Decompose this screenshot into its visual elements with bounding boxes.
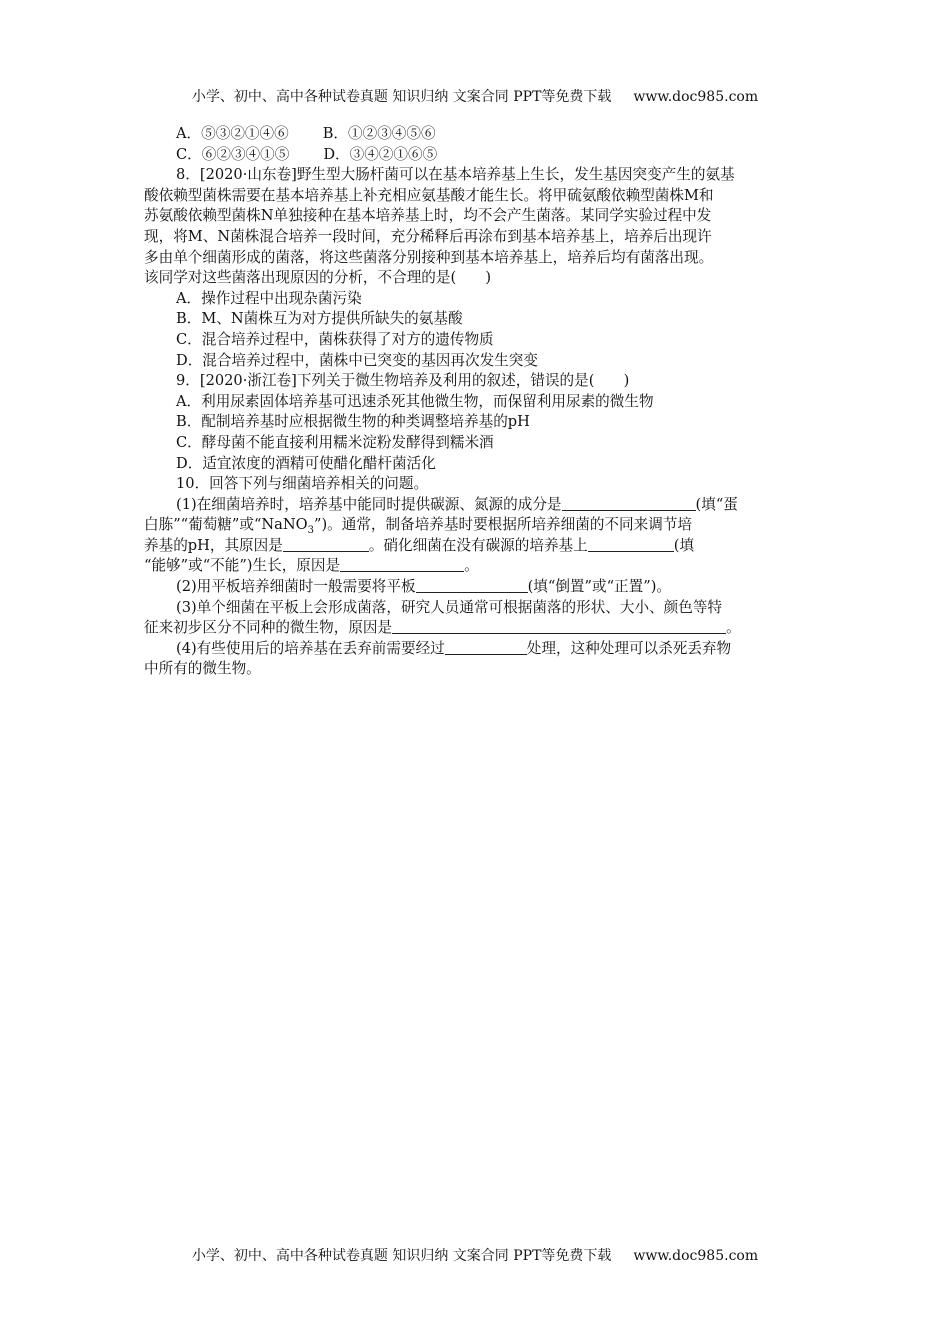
q9-option-a: A．利用尿素固体培养基可迅速杀死其他微生物，而保留利用尿素的微生物	[176, 392, 654, 410]
q7-options-row-1	[144, 124, 809, 145]
q9-option-b: B．配制培养基时应根据微生物的种类调整培养基的pH	[176, 413, 530, 431]
answer-blank	[588, 536, 674, 552]
q7-option-b: B．①②③④⑤⑥	[322, 125, 436, 142]
answer-blank	[416, 577, 528, 593]
q8-stem-line: 苏氨酸依赖型菌株N单独接种在基本培养基上时，均不会产生菌落。某同学实验过程中发	[144, 207, 712, 225]
q9-option-d: D．适宜浓度的酒精可使醋化醋杆菌活化	[176, 454, 436, 472]
text-segment: ”)。通常，制备培养基时要根据所培养细菌的不同来调节培	[314, 516, 693, 534]
answer-blank	[283, 536, 369, 552]
exam-content	[144, 124, 809, 680]
q7-option-a: A．⑤③②①④⑥	[176, 125, 289, 142]
q8-stem-line: 酸依赖型菌株需要在基本培养基上补充相应氨基酸才能生长。将甲硫氨酸依赖型菌株M和	[144, 186, 714, 204]
q10-part1-line1	[144, 495, 809, 516]
q8-option-d: D．混合培养过程中，菌株中已突变的基因再次发生突变	[176, 351, 538, 369]
q8-stem-line: 现，将M、N菌株混合培养一段时间，充分稀释后再涂布到基本培养基上，培养后出现许	[144, 227, 712, 245]
q8-stem-line: 8．[2020·山东卷]野生型大肠杆菌可以在基本培养基上生长，发生基因突变产生的氨基	[176, 166, 735, 184]
answer-blank	[340, 556, 464, 572]
text-segment: (填“倒置”或“正置”)。	[527, 578, 671, 596]
q9-option-c: C．酵母菌不能直接利用糯米淀粉发酵得到糯米酒	[176, 433, 494, 451]
q8-option-a: A．操作过程中出现杂菌污染	[176, 289, 362, 307]
answer-blank	[392, 618, 726, 634]
footer-site[interactable]: www.doc985.com	[633, 1248, 759, 1264]
text-segment: “能够”或“不能”)生长，原因是	[144, 557, 341, 575]
text-segment: (填	[673, 536, 695, 554]
q7-options-row-2	[144, 145, 809, 166]
q10-part2	[144, 577, 809, 598]
text-segment: 。	[464, 557, 479, 575]
footer-text: 小学、初中、高中各种试卷真题 知识归纳 文案合同 PPT等免费下载	[191, 1248, 612, 1264]
q8-stem-line: 该同学对这些菌落出现原因的分析，不合理的是( )	[144, 269, 492, 287]
page-footer	[0, 1247, 950, 1265]
text-segment: (4)有些使用后的培养基在丢弃前需要经过	[176, 639, 445, 657]
q10-part1-line2	[144, 515, 809, 536]
text-segment: 养基的pH，其原因是	[144, 536, 283, 554]
q9-stem: 9．[2020·浙江卷]下列关于微生物培养及利用的叙述，错误的是( )	[176, 372, 630, 390]
text-segment: 。硝化细菌在没有碳源的培养基上	[368, 536, 588, 554]
text-segment: 。	[726, 619, 741, 637]
q7-option-d: D．③④②①⑥⑤	[323, 145, 438, 163]
q7-option-c: C．⑥②③④①⑤	[176, 145, 290, 163]
page-header	[0, 88, 950, 106]
q8-stem-line: 多由单个细菌形成的菌落，将这些菌落分别接种到基本培养基上，培养后均有菌落出现。	[144, 248, 714, 266]
q10-part1-line4	[144, 556, 809, 577]
text-segment: (填“蛋	[695, 495, 738, 513]
answer-blank	[562, 495, 696, 511]
text-segment: 处理，这种处理可以杀死丢弃物	[526, 639, 732, 657]
q10-part3-line2	[144, 618, 809, 639]
header-site[interactable]: www.doc985.com	[633, 89, 759, 105]
q10-stem: 10．回答下列与细菌培养相关的问题。	[176, 475, 429, 493]
q8-option-c: C．混合培养过程中，菌株获得了对方的遗传物质	[176, 330, 494, 348]
q10-part1-line3	[144, 536, 809, 557]
q8-option-b: B．M、N菌株互为对方提供所缺失的氨基酸	[176, 310, 463, 328]
text-segment: 征来初步区分不同种的微生物，原因是	[144, 619, 393, 637]
q10-part4-line1	[144, 639, 809, 660]
subscript: 3	[307, 525, 314, 537]
q10-part3-line1: (3)单个细菌在平板上会形成菌落，研究人员通常可根据菌落的形状、大小、颜色等特	[176, 598, 723, 616]
text-segment: 白胨”“葡萄糖”或“NaNO	[144, 516, 308, 534]
header-text: 小学、初中、高中各种试卷真题 知识归纳 文案合同 PPT等免费下载	[191, 89, 612, 105]
text-segment: (2)用平板培养细菌时一般需要将平板	[176, 578, 416, 596]
answer-blank	[445, 639, 527, 655]
text-segment: (1)在细菌培养时，培养基中能同时提供碳源、氮源的成分是	[176, 495, 562, 513]
q10-part4-line2: 中所有的微生物。	[144, 660, 261, 678]
